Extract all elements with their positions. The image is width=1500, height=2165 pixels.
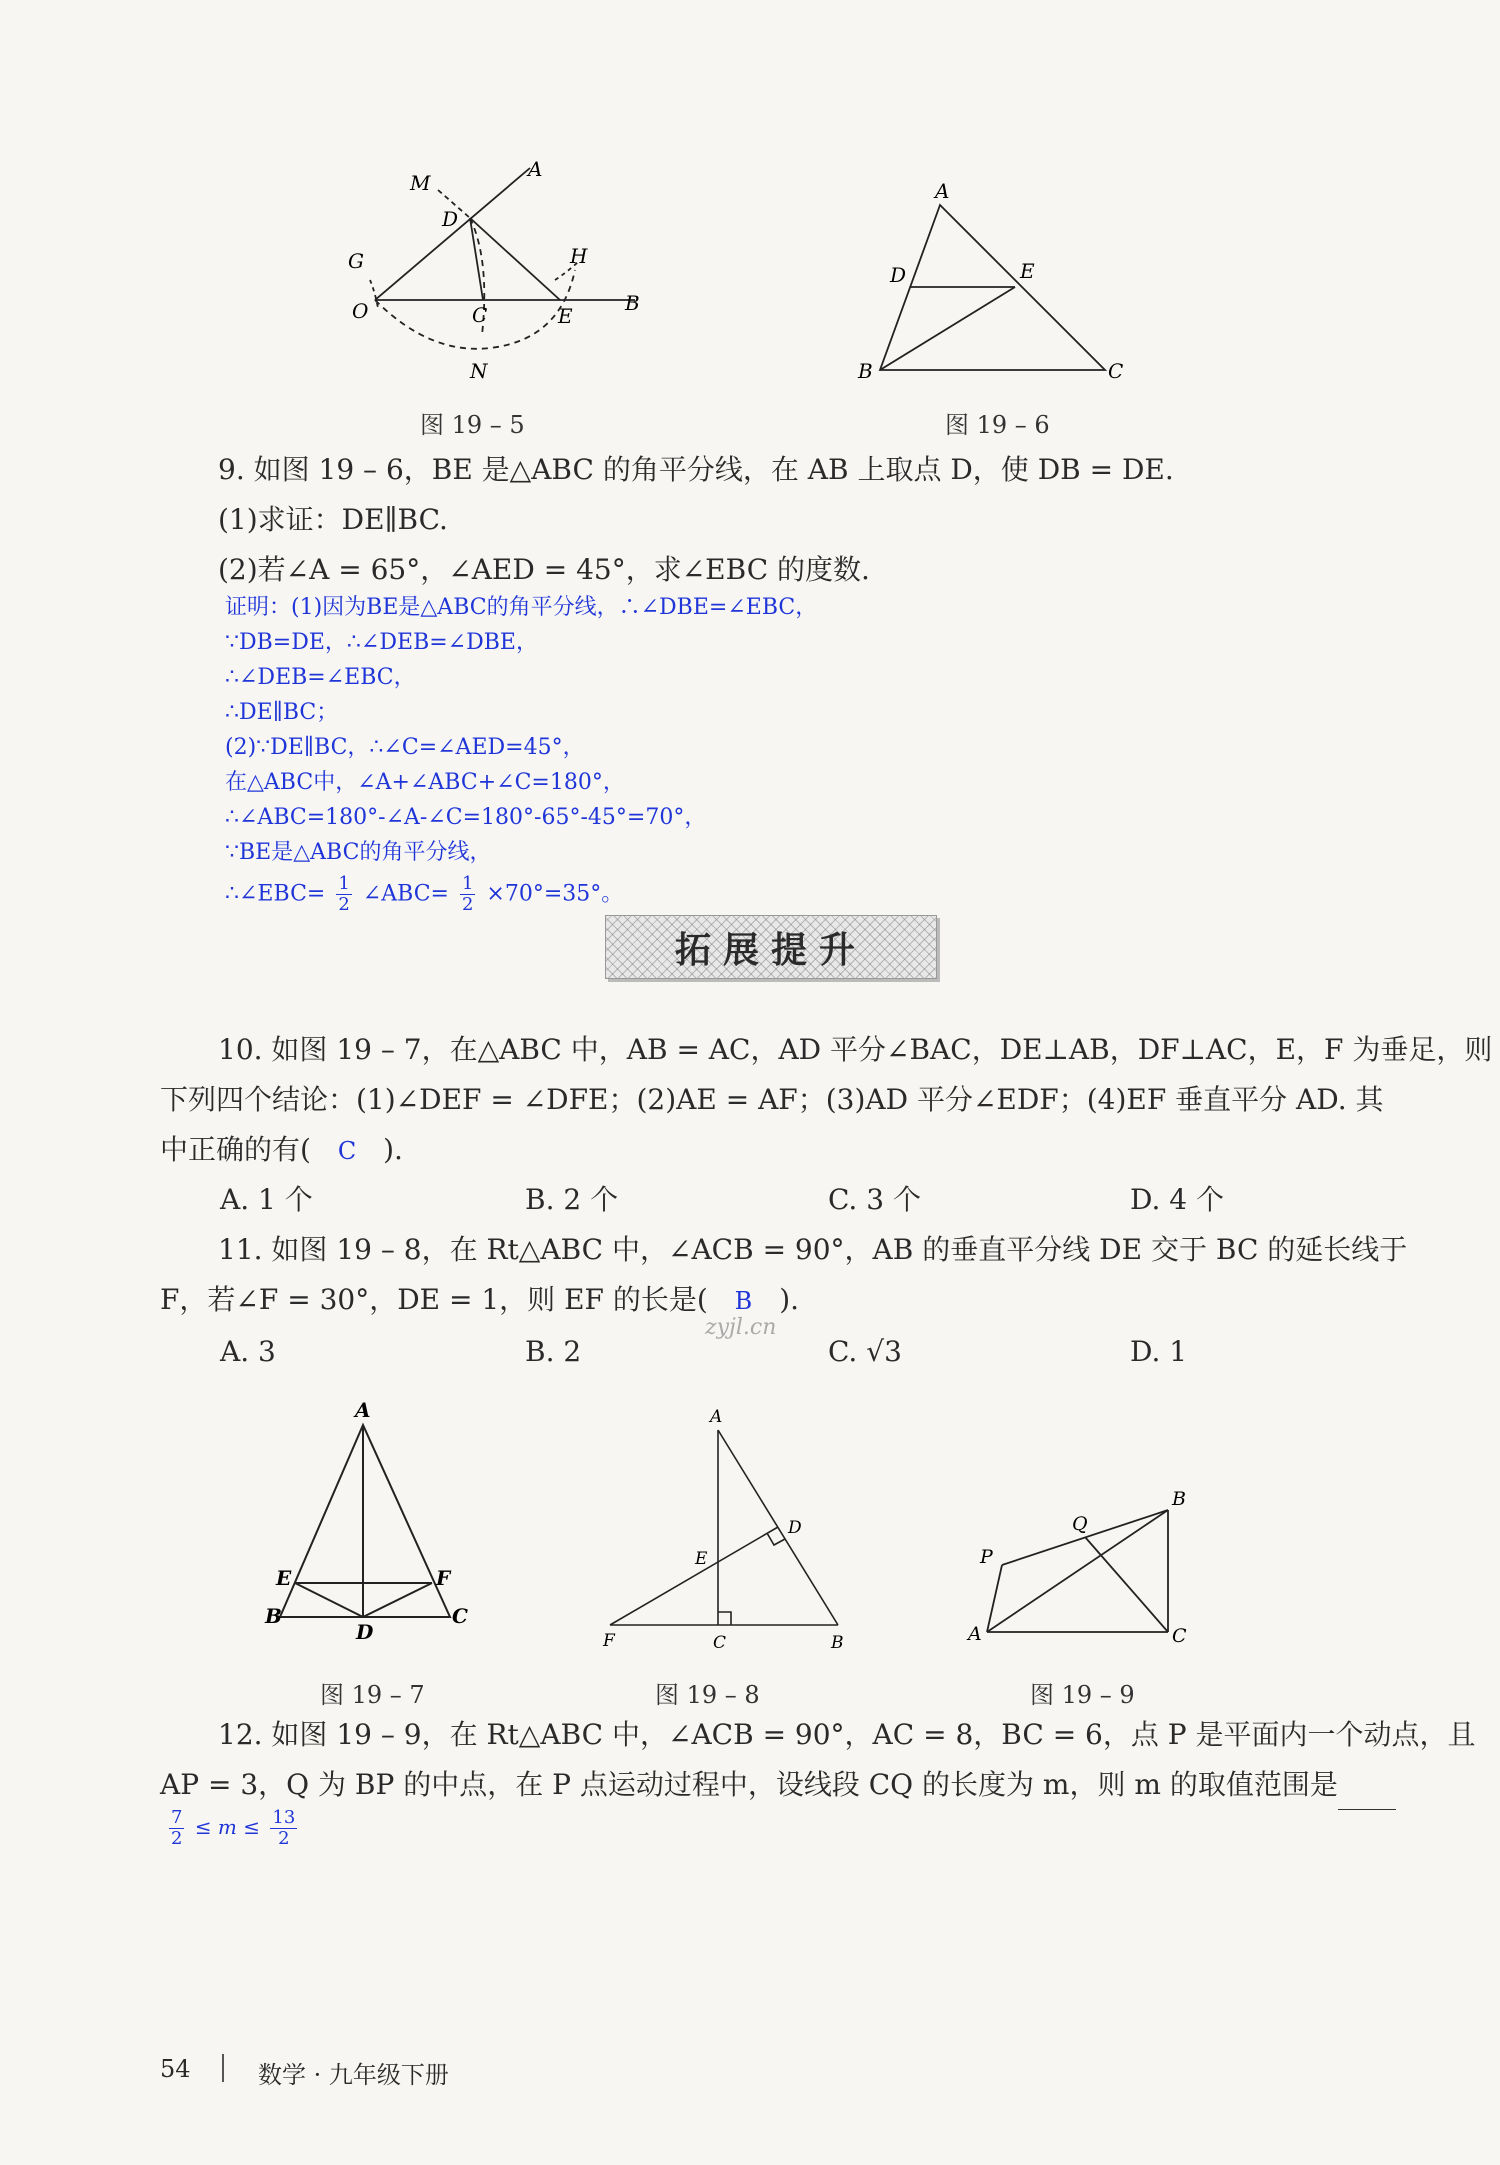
q9-part1: (1)求证：DE∥BC. (218, 503, 448, 536)
q9-answer (225, 590, 817, 915)
q11-option-b: B. 2 (525, 1335, 582, 1368)
answer-line: ∴∠ABC=180°-∠A-∠C=180°-65°-45°=70°， (225, 805, 707, 830)
label-M: M (410, 171, 431, 195)
caption-19-5: 图 19 – 5 (420, 411, 525, 439)
figure-19-7 (260, 1395, 475, 1645)
label-A: A (355, 1398, 371, 1422)
q10-text: ). (383, 1133, 403, 1166)
fraction-den: 2 (171, 1828, 183, 1849)
label-D: D (442, 207, 459, 231)
label-B: B (265, 1604, 282, 1628)
fraction-den: 2 (278, 1828, 290, 1849)
q12-line1: 12. 如图 19 – 9，在 Rt△ABC 中，∠ACB = 90°，AC = 8，BC = 6，点 P 是平面内一个动点，且 (218, 1718, 1476, 1751)
fraction-thirteen-halves (270, 1808, 297, 1849)
fraction-den: 2 (461, 894, 474, 915)
label-F: F (436, 1566, 451, 1590)
q11-option-a: A. 3 (220, 1335, 276, 1368)
label-E: E (276, 1566, 292, 1590)
figure-19-6 (840, 170, 1140, 390)
fraction-seven-halves (169, 1808, 184, 1849)
label-H: H (570, 244, 588, 268)
q12-answer (165, 1808, 301, 1849)
label-N: N (470, 359, 488, 383)
q10-option-c: C. 3 个 (828, 1183, 921, 1216)
caption-19-7: 图 19 – 7 (320, 1681, 425, 1709)
figure-19-9 (960, 1470, 1205, 1650)
label-C: C (1108, 359, 1124, 383)
section-banner (605, 915, 937, 979)
label-A: A (710, 1407, 723, 1427)
answer-line: 在△ABC中，∠A+∠ABC+∠C=180°， (225, 770, 625, 795)
label-E: E (558, 304, 573, 328)
q11-answer: B (734, 1287, 753, 1315)
label-A: A (968, 1623, 982, 1645)
footer-divider (222, 2054, 224, 2082)
figure-19-5 (330, 160, 660, 395)
label-O: O (352, 299, 369, 323)
label-B: B (831, 1633, 844, 1653)
watermark: zyjl.cn (705, 1315, 777, 1340)
q10-option-d: D. 4 个 (1130, 1183, 1224, 1216)
label-Q: Q (1072, 1513, 1088, 1535)
label-E: E (1020, 259, 1035, 283)
answer-range: ≤ m ≤ (194, 1815, 261, 1839)
q11-line1: 11. 如图 19 – 8，在 Rt△ABC 中，∠ACB = 90°，AB 的垂直平分线 DE 交于 BC 的延长线于 (218, 1233, 1408, 1266)
answer-line: ∵BE是△ABC的角平分线， (225, 840, 492, 865)
q9-part2: (2)若∠A = 65°，∠AED = 45°，求∠EBC 的度数. (218, 553, 870, 586)
label-D: D (356, 1620, 374, 1644)
caption-19-8: 图 19 – 8 (655, 1681, 760, 1709)
fraction-half (460, 874, 475, 915)
fraction-num: 13 (272, 1807, 296, 1828)
q9-stem: 9. 如图 19 – 6，BE 是△ABC 的角平分线，在 AB 上取点 D，使 DB = DE. (218, 453, 1174, 486)
label-A: A (935, 179, 950, 203)
label-C: C (472, 303, 488, 327)
answer-line: 证明：(1)因为BE是△ABC的角平分线，∴∠DBE=∠EBC， (225, 595, 818, 620)
label-B: B (1172, 1488, 1186, 1510)
q12-text: AP = 3，Q 为 BP 的中点，在 P 点运动过程中，设线段 CQ 的长度为 m，则 m 的取值范围是 (160, 1768, 1338, 1801)
label-D: D (890, 263, 907, 287)
answer-line: ∴DE∥BC； (225, 700, 339, 725)
q10-option-b: B. 2 个 (525, 1183, 619, 1216)
page-number: 54 (160, 2055, 191, 2083)
figure-19-8 (595, 1400, 860, 1655)
fraction-num: 7 (171, 1807, 183, 1828)
q12-blank (1338, 1779, 1396, 1810)
label-F: F (603, 1631, 615, 1651)
label-C: C (713, 1633, 727, 1653)
q10-line2: 下列四个结论：(1)∠DEF = ∠DFE；(2)AE = AF；(3)AD 平分∠EDF；(4)EF 垂直平分 AD. 其 (160, 1083, 1384, 1116)
answer-line-last (225, 874, 817, 915)
book-title: 数学 · 九年级下册 (258, 2061, 449, 2089)
answer-line: ∴∠DEB=∠EBC， (225, 665, 416, 690)
label-B: B (625, 291, 640, 315)
q11-text: ). (779, 1283, 800, 1316)
q10-text: 中正确的有( (160, 1133, 311, 1166)
fraction-num: 1 (338, 873, 350, 894)
fraction-half (336, 874, 351, 915)
label-B: B (858, 359, 873, 383)
q10-answer: C (337, 1137, 357, 1165)
q11-option-d: D. 1 (1130, 1335, 1188, 1368)
answer-text: ∴∠EBC= (225, 881, 326, 907)
q10-option-a: A. 1 个 (220, 1183, 313, 1216)
label-C: C (1172, 1625, 1187, 1647)
q11-option-c: C. √3 (828, 1335, 902, 1368)
label-G: G (348, 249, 364, 273)
answer-text: ×70°=35°。 (486, 881, 624, 907)
label-E: E (695, 1549, 708, 1569)
label-C: C (452, 1604, 468, 1628)
caption-19-9: 图 19 – 9 (1030, 1681, 1135, 1709)
label-A: A (528, 160, 543, 181)
fraction-num: 1 (461, 873, 474, 894)
q11-line2 (160, 1275, 799, 1325)
q11-text: F，若∠F = 30°，DE = 1，则 EF 的长是( (160, 1283, 708, 1316)
answer-line: (2)∵DE∥BC，∴∠C=∠AED=45°， (225, 735, 585, 760)
q12-line2 (160, 1760, 1396, 1810)
label-P: P (980, 1546, 993, 1568)
q10-line1: 10. 如图 19 – 7，在△ABC 中，AB = AC，AD 平分∠BAC，DE⊥AB，DF⊥AC，E，F 为垂足，则 (218, 1033, 1493, 1066)
q10-line3 (160, 1125, 403, 1175)
caption-19-6: 图 19 – 6 (945, 411, 1050, 439)
answer-text: ∠ABC= (362, 881, 449, 907)
fraction-den: 2 (338, 894, 350, 915)
banner-title: 拓展提升 (674, 928, 867, 971)
answer-line: ∵DB=DE，∴∠DEB=∠DBE， (225, 630, 538, 655)
label-D: D (788, 1518, 802, 1538)
